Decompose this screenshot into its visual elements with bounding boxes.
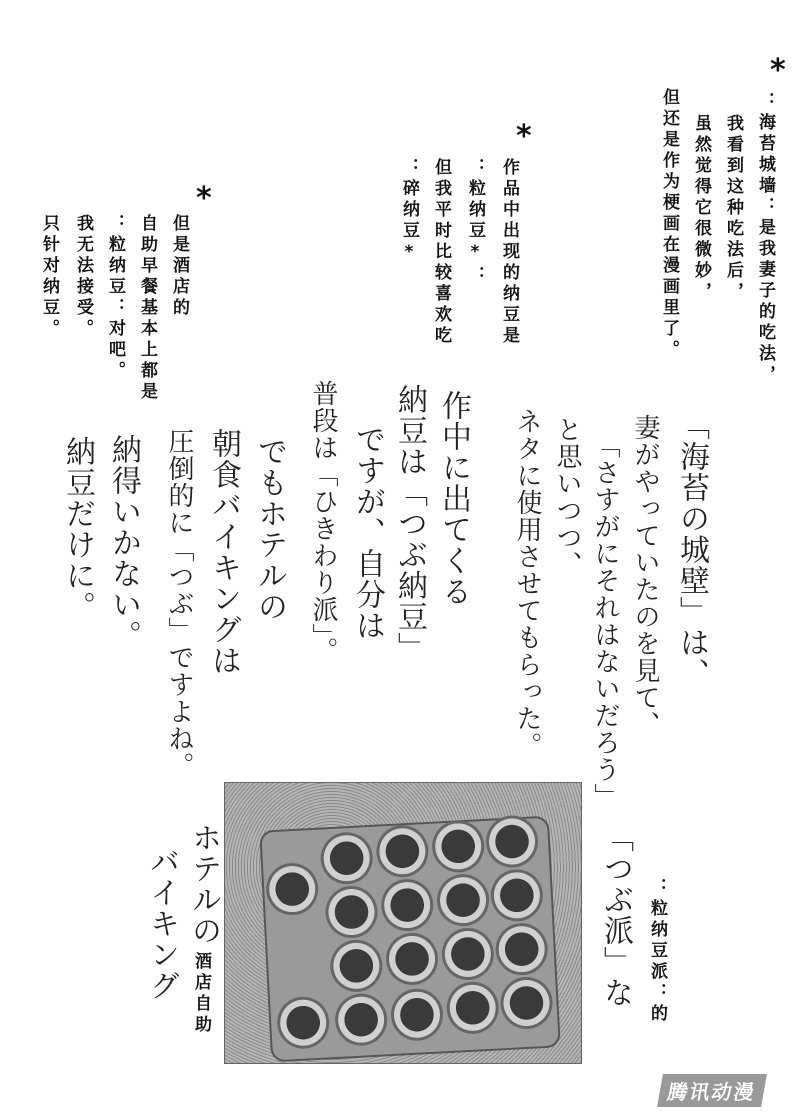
note1-line-2: 我看到这种吃法后，	[723, 114, 743, 303]
watermark-logo: 腾讯动漫	[657, 1074, 767, 1107]
natto-cup	[375, 824, 430, 879]
jp1-line-5: ネタに使用させてもらった。	[512, 408, 542, 759]
jp2-line-3: ですが、自分は	[350, 424, 385, 641]
natto-cup	[499, 976, 554, 1031]
right-caption-cn: ：粒纳豆派：的	[647, 878, 667, 1025]
jp2-line-4: 普段は「ひきわり派」。	[308, 380, 338, 664]
asterisk-mark: *	[516, 119, 532, 154]
jp1-line-1: 「海苔の城壁」は、	[674, 410, 709, 689]
asterisk-mark: *	[196, 181, 212, 216]
natto-cup	[329, 939, 384, 994]
note2-line-4: ：碎纳豆*	[399, 158, 419, 266]
natto-cup	[390, 987, 445, 1042]
jp1-line-3: 「さすがにそれはないだろう」	[590, 432, 620, 810]
jp3-line-1: でもホテルの	[252, 436, 287, 622]
natto-cup	[494, 922, 549, 977]
natto-cup	[334, 992, 389, 1047]
jp2-line-1: 作中に出てくる	[436, 390, 471, 607]
jp3-line-4: 納得いかない。	[106, 434, 141, 651]
note3-line-2: 自助早餐基本上都是	[137, 214, 157, 403]
tray	[259, 816, 561, 1063]
jp3-line-5: 納豆だけに。	[60, 436, 95, 622]
natto-photo	[224, 782, 582, 1064]
note3-line-5: 只针对纳豆。	[39, 214, 59, 340]
jp1-line-4: と思いつつ、	[552, 416, 582, 578]
jp3-line-2: 朝食バイキングは	[206, 428, 241, 676]
jp2-line-2: 納豆は「つぶ納豆」	[392, 384, 427, 663]
note1-line-1: ：海苔城墙：是我妻子的吃法，	[755, 92, 775, 386]
natto-cup	[380, 878, 435, 933]
photo-caption-jp-line-2: バイキング	[144, 846, 179, 1001]
natto-cup	[265, 862, 320, 917]
natto-cup	[324, 885, 379, 940]
note2-line-1: 作品中出现的纳豆是	[499, 158, 519, 347]
natto-cup	[445, 980, 500, 1035]
natto-cup	[485, 814, 540, 869]
note2-line-3: 但我平时比较喜欢吃	[431, 158, 451, 347]
note3-line-3: ：粒纳豆：对吧。	[105, 214, 125, 382]
natto-cup	[490, 868, 545, 923]
natto-cup	[385, 932, 440, 987]
natto-cup	[319, 831, 374, 886]
note1-line-3: 虽然觉得它很微妙，	[691, 114, 711, 303]
jp1-line-2: 妻がやっていたのを見て、	[630, 414, 660, 738]
natto-cup	[436, 873, 491, 928]
asterisk-mark: *	[770, 53, 786, 88]
natto-cup	[276, 995, 331, 1050]
photo-caption-jp-line-1: ホテルの	[186, 822, 221, 946]
jp3-line-3: 圧倒的に「つぶ」ですよね。	[164, 428, 194, 779]
natto-cup	[441, 927, 496, 982]
natto-cup	[431, 819, 486, 874]
note2-line-2: ：粒纳豆*：	[465, 158, 485, 287]
note3-line-4: 我无法接受。	[73, 214, 93, 340]
right-caption-jp: 「つぶ派」な	[598, 822, 633, 1008]
photo-caption-cn: 酒店自助	[191, 952, 211, 1036]
note3-line-1: 但是酒店的	[169, 214, 189, 319]
note1-line-4: 但还是作为梗画在漫画里了。	[659, 88, 679, 361]
